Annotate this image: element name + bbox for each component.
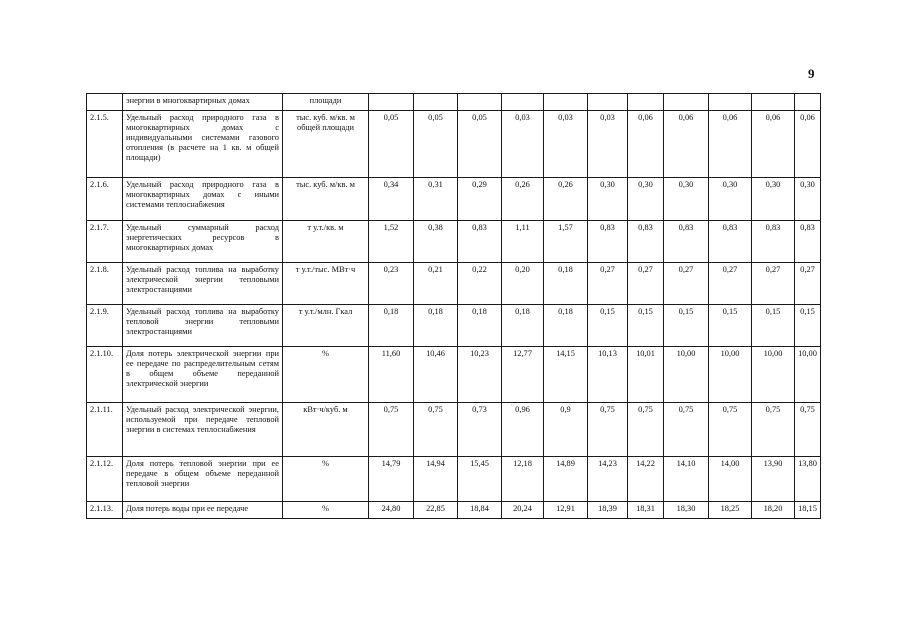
unit-of-measure: тыс. куб. м/кв. м bbox=[283, 178, 369, 221]
value-cell: 10,00 bbox=[752, 347, 795, 403]
value-cell: 18,25 bbox=[709, 502, 752, 519]
value-cell: 10,00 bbox=[664, 347, 709, 403]
value-cell: 0,83 bbox=[795, 221, 821, 263]
row-number: 2.1.10. bbox=[87, 347, 123, 403]
value-cell: 0,06 bbox=[709, 111, 752, 178]
value-cell: 0,75 bbox=[588, 403, 628, 457]
row-number: 2.1.9. bbox=[87, 305, 123, 347]
value-cell: 22,85 bbox=[414, 502, 458, 519]
unit-of-measure: т у.т./млн. Гкал bbox=[283, 305, 369, 347]
value-cell: 0,22 bbox=[458, 263, 502, 305]
value-cell: 0,03 bbox=[502, 111, 544, 178]
row-number: 2.1.6. bbox=[87, 178, 123, 221]
indicator-name: Удельный расход природного газа в многоквартирных домах с иными системами теплоснабжения bbox=[123, 178, 283, 221]
value-cell: 10,23 bbox=[458, 347, 502, 403]
value-cell: 10,00 bbox=[709, 347, 752, 403]
unit-of-measure: % bbox=[283, 457, 369, 502]
row-number bbox=[87, 94, 123, 111]
value-cell: 14,94 bbox=[414, 457, 458, 502]
value-cell bbox=[664, 94, 709, 111]
indicator-name: Удельный суммарный расход энергетических ресурсов в многоквартирных домах bbox=[123, 221, 283, 263]
value-cell: 0,75 bbox=[795, 403, 821, 457]
unit-of-measure: т у.т./тыс. МВт·ч bbox=[283, 263, 369, 305]
value-cell: 0,06 bbox=[752, 111, 795, 178]
value-cell: 14,22 bbox=[628, 457, 664, 502]
value-cell: 18,84 bbox=[458, 502, 502, 519]
table-row bbox=[87, 305, 821, 347]
table-row bbox=[87, 502, 821, 519]
unit-of-measure: тыс. куб. м/кв. м общей площади bbox=[283, 111, 369, 178]
indicators-table bbox=[86, 93, 821, 519]
table-row bbox=[87, 263, 821, 305]
value-cell: 0,83 bbox=[628, 221, 664, 263]
value-cell: 0,75 bbox=[752, 403, 795, 457]
value-cell: 0,18 bbox=[369, 305, 414, 347]
value-cell: 0,31 bbox=[414, 178, 458, 221]
value-cell bbox=[709, 94, 752, 111]
table-row bbox=[87, 111, 821, 178]
value-cell: 24,80 bbox=[369, 502, 414, 519]
value-cell: 0,18 bbox=[458, 305, 502, 347]
value-cell: 0,20 bbox=[502, 263, 544, 305]
value-cell: 0,15 bbox=[709, 305, 752, 347]
table-row bbox=[87, 178, 821, 221]
value-cell: 0,75 bbox=[628, 403, 664, 457]
value-cell: 0,9 bbox=[544, 403, 588, 457]
value-cell: 0,73 bbox=[458, 403, 502, 457]
value-cell: 14,23 bbox=[588, 457, 628, 502]
value-cell: 18,39 bbox=[588, 502, 628, 519]
value-cell: 14,15 bbox=[544, 347, 588, 403]
unit-of-measure: т у.т./кв. м bbox=[283, 221, 369, 263]
value-cell: 0,18 bbox=[544, 305, 588, 347]
value-cell: 0,05 bbox=[458, 111, 502, 178]
value-cell: 14,89 bbox=[544, 457, 588, 502]
value-cell: 0,26 bbox=[502, 178, 544, 221]
unit-of-measure: % bbox=[283, 347, 369, 403]
value-cell: 1,52 bbox=[369, 221, 414, 263]
value-cell bbox=[752, 94, 795, 111]
value-cell: 0,15 bbox=[664, 305, 709, 347]
value-cell: 0,26 bbox=[544, 178, 588, 221]
value-cell: 14,00 bbox=[709, 457, 752, 502]
value-cell: 0,29 bbox=[458, 178, 502, 221]
value-cell: 0,27 bbox=[588, 263, 628, 305]
value-cell bbox=[414, 94, 458, 111]
value-cell: 0,15 bbox=[795, 305, 821, 347]
value-cell: 0,27 bbox=[795, 263, 821, 305]
value-cell: 0,83 bbox=[458, 221, 502, 263]
value-cell: 0,75 bbox=[664, 403, 709, 457]
value-cell: 0,05 bbox=[414, 111, 458, 178]
page-number: 9 bbox=[808, 66, 815, 81]
scan-speck: ˌ bbox=[510, 398, 513, 406]
indicator-name: Удельный расход топлива на выработку электрической энергии тепловыми электростанциями bbox=[123, 263, 283, 305]
row-number: 2.1.13. bbox=[87, 502, 123, 519]
indicator-name: Доля потерь электрической энергии при ее передаче по распределительным сетям в общем объеме переданной электрической энергии bbox=[123, 347, 283, 403]
value-cell: 0,30 bbox=[752, 178, 795, 221]
value-cell: 18,31 bbox=[628, 502, 664, 519]
indicator-name: Доля потерь тепловой энергии при ее передаче в общем объеме переданной тепловой энергии bbox=[123, 457, 283, 502]
value-cell: 12,91 bbox=[544, 502, 588, 519]
value-cell: 12,18 bbox=[502, 457, 544, 502]
value-cell: 0,30 bbox=[588, 178, 628, 221]
table-row bbox=[87, 403, 821, 457]
table-row bbox=[87, 347, 821, 403]
value-cell: 0,06 bbox=[795, 111, 821, 178]
row-number: 2.1.11. bbox=[87, 403, 123, 457]
row-number: 2.1.5. bbox=[87, 111, 123, 178]
value-cell: 0,27 bbox=[752, 263, 795, 305]
value-cell bbox=[502, 94, 544, 111]
value-cell: 0,30 bbox=[795, 178, 821, 221]
indicator-name: Удельный расход электрической энергии, используемой при передаче тепловой энергии в системах теплоснабжения bbox=[123, 403, 283, 457]
value-cell bbox=[369, 94, 414, 111]
value-cell: 0,03 bbox=[588, 111, 628, 178]
value-cell: 10,46 bbox=[414, 347, 458, 403]
value-cell: 0,21 bbox=[414, 263, 458, 305]
value-cell: 1,11 bbox=[502, 221, 544, 263]
value-cell: 0,18 bbox=[414, 305, 458, 347]
value-cell: 0,30 bbox=[628, 178, 664, 221]
value-cell: 0,27 bbox=[709, 263, 752, 305]
row-number: 2.1.12. bbox=[87, 457, 123, 502]
value-cell: 0,83 bbox=[709, 221, 752, 263]
table-row bbox=[87, 221, 821, 263]
value-cell: 0,34 bbox=[369, 178, 414, 221]
value-cell: 0,27 bbox=[664, 263, 709, 305]
value-cell: 20,24 bbox=[502, 502, 544, 519]
value-cell: 0,75 bbox=[369, 403, 414, 457]
value-cell: 0,15 bbox=[628, 305, 664, 347]
value-cell: 0,38 bbox=[414, 221, 458, 263]
value-cell: 11,60 bbox=[369, 347, 414, 403]
value-cell: 0,96 bbox=[502, 403, 544, 457]
value-cell: 18,20 bbox=[752, 502, 795, 519]
unit-of-measure: % bbox=[283, 502, 369, 519]
value-cell: 1,57 bbox=[544, 221, 588, 263]
value-cell bbox=[795, 94, 821, 111]
row-number: 2.1.8. bbox=[87, 263, 123, 305]
unit-of-measure: кВт·ч/куб. м bbox=[283, 403, 369, 457]
value-cell: 0,18 bbox=[502, 305, 544, 347]
value-cell: 0,30 bbox=[709, 178, 752, 221]
value-cell: 13,90 bbox=[752, 457, 795, 502]
value-cell bbox=[628, 94, 664, 111]
value-cell: 0,83 bbox=[752, 221, 795, 263]
value-cell: 15,45 bbox=[458, 457, 502, 502]
value-cell bbox=[458, 94, 502, 111]
value-cell: 0,15 bbox=[588, 305, 628, 347]
value-cell: 0,23 bbox=[369, 263, 414, 305]
value-cell bbox=[544, 94, 588, 111]
table-row bbox=[87, 94, 821, 111]
value-cell: 0,06 bbox=[628, 111, 664, 178]
table-row bbox=[87, 457, 821, 502]
value-cell: 18,15 bbox=[795, 502, 821, 519]
value-cell: 0,83 bbox=[588, 221, 628, 263]
value-cell: 0,18 bbox=[544, 263, 588, 305]
indicator-name: Удельный расход природного газа в многоквартирных домах с индивидуальными системами газового отопления (в расчете на 1 кв. м общей площади) bbox=[123, 111, 283, 178]
value-cell: 10,13 bbox=[588, 347, 628, 403]
value-cell: 0,30 bbox=[664, 178, 709, 221]
row-number: 2.1.7. bbox=[87, 221, 123, 263]
value-cell: 14,10 bbox=[664, 457, 709, 502]
value-cell: 10,00 bbox=[795, 347, 821, 403]
indicator-name: энергии в многоквартирных домах bbox=[123, 94, 283, 111]
value-cell: 0,75 bbox=[709, 403, 752, 457]
value-cell: 12,77 bbox=[502, 347, 544, 403]
indicator-name: Доля потерь воды при ее передаче bbox=[123, 502, 283, 519]
value-cell: 0,03 bbox=[544, 111, 588, 178]
value-cell: 10,01 bbox=[628, 347, 664, 403]
value-cell: 0,05 bbox=[369, 111, 414, 178]
value-cell: 0,83 bbox=[664, 221, 709, 263]
indicator-name: Удельный расход топлива на выработку тепловой энергии тепловыми электростанциями bbox=[123, 305, 283, 347]
unit-of-measure: площади bbox=[283, 94, 369, 111]
value-cell: 0,75 bbox=[414, 403, 458, 457]
value-cell: 0,06 bbox=[664, 111, 709, 178]
value-cell: 14,79 bbox=[369, 457, 414, 502]
value-cell bbox=[588, 94, 628, 111]
value-cell: 13,80 bbox=[795, 457, 821, 502]
value-cell: 18,30 bbox=[664, 502, 709, 519]
value-cell: 0,27 bbox=[628, 263, 664, 305]
value-cell: 0,15 bbox=[752, 305, 795, 347]
